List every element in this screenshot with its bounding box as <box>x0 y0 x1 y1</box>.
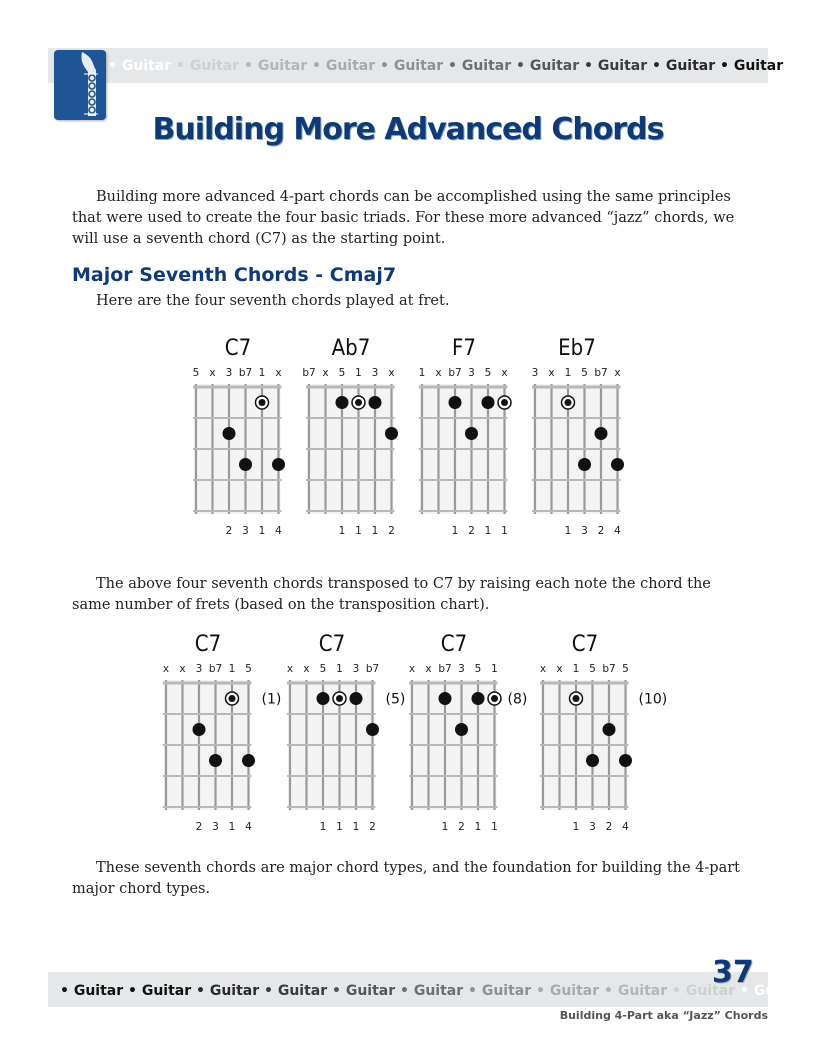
string-interval-label: x <box>303 663 310 675</box>
root-note-center <box>355 399 362 406</box>
finger-dot <box>611 458 624 471</box>
chord-name: C7 <box>440 632 468 657</box>
strip-word: • Guitar <box>108 58 176 74</box>
strip-word: • Guitar <box>128 983 196 999</box>
transpose-paragraph: The above four seventh chords transposed to C7 by raising each note the chord the same number of frets (based on the transposition chart). <box>72 576 711 613</box>
strip-word: • Guitar <box>380 58 448 74</box>
fret-position-label: (1) <box>261 691 282 708</box>
string-interval-label: x <box>501 367 508 379</box>
intro-paragraph: Building more advanced 4-part chords can be accomplished using the same principles that were used to create the four basic triads. For these more advanced “jazz” chords, we will use a seventh chord (C7) as the starting point. <box>72 189 735 247</box>
finger-dot <box>272 458 285 471</box>
string-interval-label: 5 <box>484 367 492 379</box>
chord-diagram <box>527 325 647 535</box>
closing-paragraph: These seventh chords are major chord types, and the foundation for building the 4-part major chord types. <box>72 860 740 897</box>
string-interval-label: b7 <box>208 663 223 675</box>
finger-number: 4 <box>614 525 621 537</box>
finger-dot <box>619 754 632 767</box>
strip-word: • Guitar <box>604 983 672 999</box>
string-interval-label: x <box>556 663 563 675</box>
finger-number: 4 <box>622 821 629 833</box>
string-interval-label: 1 <box>258 367 266 379</box>
chord-name: Ab7 <box>331 336 371 361</box>
chord-diagram <box>158 621 282 833</box>
string-interval-label: 3 <box>371 367 379 379</box>
finger-number: 2 <box>468 525 475 537</box>
string-interval-label: 1 <box>564 367 572 379</box>
strip-word: • Guitar <box>584 58 652 74</box>
finger-number: 2 <box>388 525 395 537</box>
strip-word: • Guitar <box>536 983 604 999</box>
finger-number: 2 <box>195 821 203 833</box>
chord-name: C7 <box>194 632 222 657</box>
fret-position-label: (8) <box>507 691 528 708</box>
string-interval-label: 5 <box>581 367 588 379</box>
finger-dot <box>595 427 608 440</box>
finger-dot <box>350 692 363 705</box>
string-interval-label: x <box>548 367 555 379</box>
finger-number: 1 <box>501 525 508 537</box>
finger-number: 1 <box>352 821 360 833</box>
finger-number: 1 <box>491 821 498 833</box>
finger-number: 1 <box>474 821 482 833</box>
finger-dot <box>223 427 236 440</box>
fret-position-label: (5) <box>385 691 406 708</box>
strip-word: • Guitar <box>244 58 312 74</box>
chord-diagram <box>414 325 534 535</box>
string-interval-label: 1 <box>355 367 362 379</box>
root-note-center <box>229 695 236 702</box>
finger-number: 2 <box>458 821 465 833</box>
page-title: Building More Advanced Chords <box>152 112 664 147</box>
finger-dot <box>209 754 222 767</box>
root-note-center <box>565 399 572 406</box>
finger-number: 2 <box>225 525 233 537</box>
chord-diagram <box>301 325 421 535</box>
header-decorative-text <box>108 58 783 74</box>
chord-diagram <box>282 621 406 833</box>
finger-dot <box>193 723 206 736</box>
string-interval-label: b7 <box>602 663 616 675</box>
guitar-neck-icon <box>54 50 106 120</box>
string-interval-label: 5 <box>319 663 327 675</box>
section-intro: Here are the four seventh chords played at fret. <box>96 293 450 309</box>
finger-number: 3 <box>581 525 588 537</box>
finger-number: 1 <box>258 525 266 537</box>
string-interval-label: x <box>388 367 395 379</box>
strip-word: • Guitar <box>264 983 332 999</box>
string-interval-label: 5 <box>622 663 629 675</box>
finger-dot <box>578 458 591 471</box>
chord-name: C7 <box>318 632 346 657</box>
finger-number: 1 <box>441 821 449 833</box>
finger-number: 4 <box>245 821 252 833</box>
strip-word: • Guitar <box>60 983 128 999</box>
finger-dot <box>586 754 599 767</box>
chord-diagram <box>535 621 668 833</box>
finger-dot <box>455 723 468 736</box>
finger-number: 1 <box>371 525 379 537</box>
string-interval-label: b7 <box>438 663 452 675</box>
string-interval-label: 3 <box>468 367 475 379</box>
string-interval-label: 1 <box>572 663 580 675</box>
string-interval-label: b7 <box>238 367 253 379</box>
strip-word: • Guitar <box>468 983 536 999</box>
string-interval-label: x <box>539 663 547 675</box>
finger-number: 1 <box>319 821 327 833</box>
finger-number: 1 <box>228 821 236 833</box>
string-interval-label: x <box>435 367 442 379</box>
string-interval-label: x <box>179 663 186 675</box>
string-interval-label: x <box>614 367 621 379</box>
string-interval-label: x <box>209 367 216 379</box>
chord-name: C7 <box>224 336 252 361</box>
finger-dot <box>603 723 616 736</box>
chord-name: F7 <box>452 336 476 361</box>
finger-number: 3 <box>589 821 596 833</box>
string-interval-label: x <box>286 663 294 675</box>
finger-number: 1 <box>564 525 572 537</box>
finger-number: 3 <box>242 525 249 537</box>
finger-number: 2 <box>597 525 605 537</box>
root-note-center <box>491 695 498 702</box>
string-interval-label: 1 <box>336 663 343 675</box>
strip-word: • Guitar <box>516 58 584 74</box>
string-interval-label: 3 <box>195 663 203 675</box>
strip-word: • Guitar <box>720 58 784 74</box>
string-interval-label: 1 <box>491 663 498 675</box>
page-number: 37 <box>712 955 754 990</box>
root-note-center <box>336 695 343 702</box>
strip-word: • Guitar <box>196 983 264 999</box>
strip-word: • Guitar <box>332 983 400 999</box>
string-interval-label: 3 <box>531 367 539 379</box>
chord-name: Eb7 <box>558 336 596 361</box>
strip-word: • Guitar <box>400 983 468 999</box>
root-note-center <box>573 695 580 702</box>
finger-dot <box>366 723 379 736</box>
finger-dot <box>465 427 478 440</box>
finger-dot <box>242 754 255 767</box>
string-interval-label: x <box>322 367 329 379</box>
finger-dot <box>369 396 382 409</box>
string-interval-label: 3 <box>352 663 360 675</box>
string-interval-label: 5 <box>338 367 346 379</box>
string-interval-label: 3 <box>225 367 233 379</box>
strip-word: • Guitar <box>176 58 244 74</box>
strip-word: • Guitar <box>740 983 804 999</box>
root-note-center <box>501 399 508 406</box>
chapter-label: Building 4-Part aka “Jazz” Chords <box>559 1009 768 1022</box>
chord-name: C7 <box>571 632 599 657</box>
string-interval-label: 3 <box>458 663 465 675</box>
string-interval-label: 5 <box>589 663 596 675</box>
root-note-center <box>259 399 266 406</box>
string-interval-label: b7 <box>365 663 380 675</box>
chord-diagram <box>188 325 308 535</box>
finger-dot <box>336 396 349 409</box>
string-interval-label: x <box>425 663 432 675</box>
finger-number: 1 <box>451 525 459 537</box>
finger-number: 1 <box>572 821 580 833</box>
finger-dot <box>472 692 485 705</box>
string-interval-label: 5 <box>245 663 252 675</box>
finger-number: 4 <box>275 525 282 537</box>
string-interval-label: x <box>408 663 416 675</box>
strip-word: • Guitar <box>672 983 740 999</box>
strip-word: • Guitar <box>312 58 380 74</box>
strip-word: • Guitar <box>448 58 516 74</box>
string-interval-label: 5 <box>474 663 482 675</box>
finger-dot <box>317 692 330 705</box>
string-interval-label: 1 <box>418 367 426 379</box>
finger-dot <box>385 427 398 440</box>
finger-number: 1 <box>338 525 346 537</box>
finger-number: 1 <box>355 525 362 537</box>
finger-number: 1 <box>484 525 492 537</box>
string-interval-label: b7 <box>594 367 608 379</box>
finger-number: 3 <box>212 821 219 833</box>
finger-dot <box>482 396 495 409</box>
string-interval-label: b7 <box>302 367 316 379</box>
strip-word: • Guitar <box>652 58 720 74</box>
finger-dot <box>239 458 252 471</box>
string-interval-label: x <box>162 663 170 675</box>
finger-dot <box>439 692 452 705</box>
string-interval-label: x <box>275 367 282 379</box>
fret-position-label: (10) <box>638 691 668 708</box>
section-heading: Major Seventh Chords - Cmaj7 <box>72 264 397 286</box>
footer-decorative-text <box>60 983 803 999</box>
finger-number: 1 <box>336 821 343 833</box>
string-interval-label: 5 <box>192 367 200 379</box>
finger-number: 2 <box>369 821 376 833</box>
chord-diagram <box>404 621 528 833</box>
finger-dot <box>449 396 462 409</box>
string-interval-label: b7 <box>448 367 462 379</box>
finger-number: 2 <box>605 821 613 833</box>
string-interval-label: 1 <box>228 663 236 675</box>
